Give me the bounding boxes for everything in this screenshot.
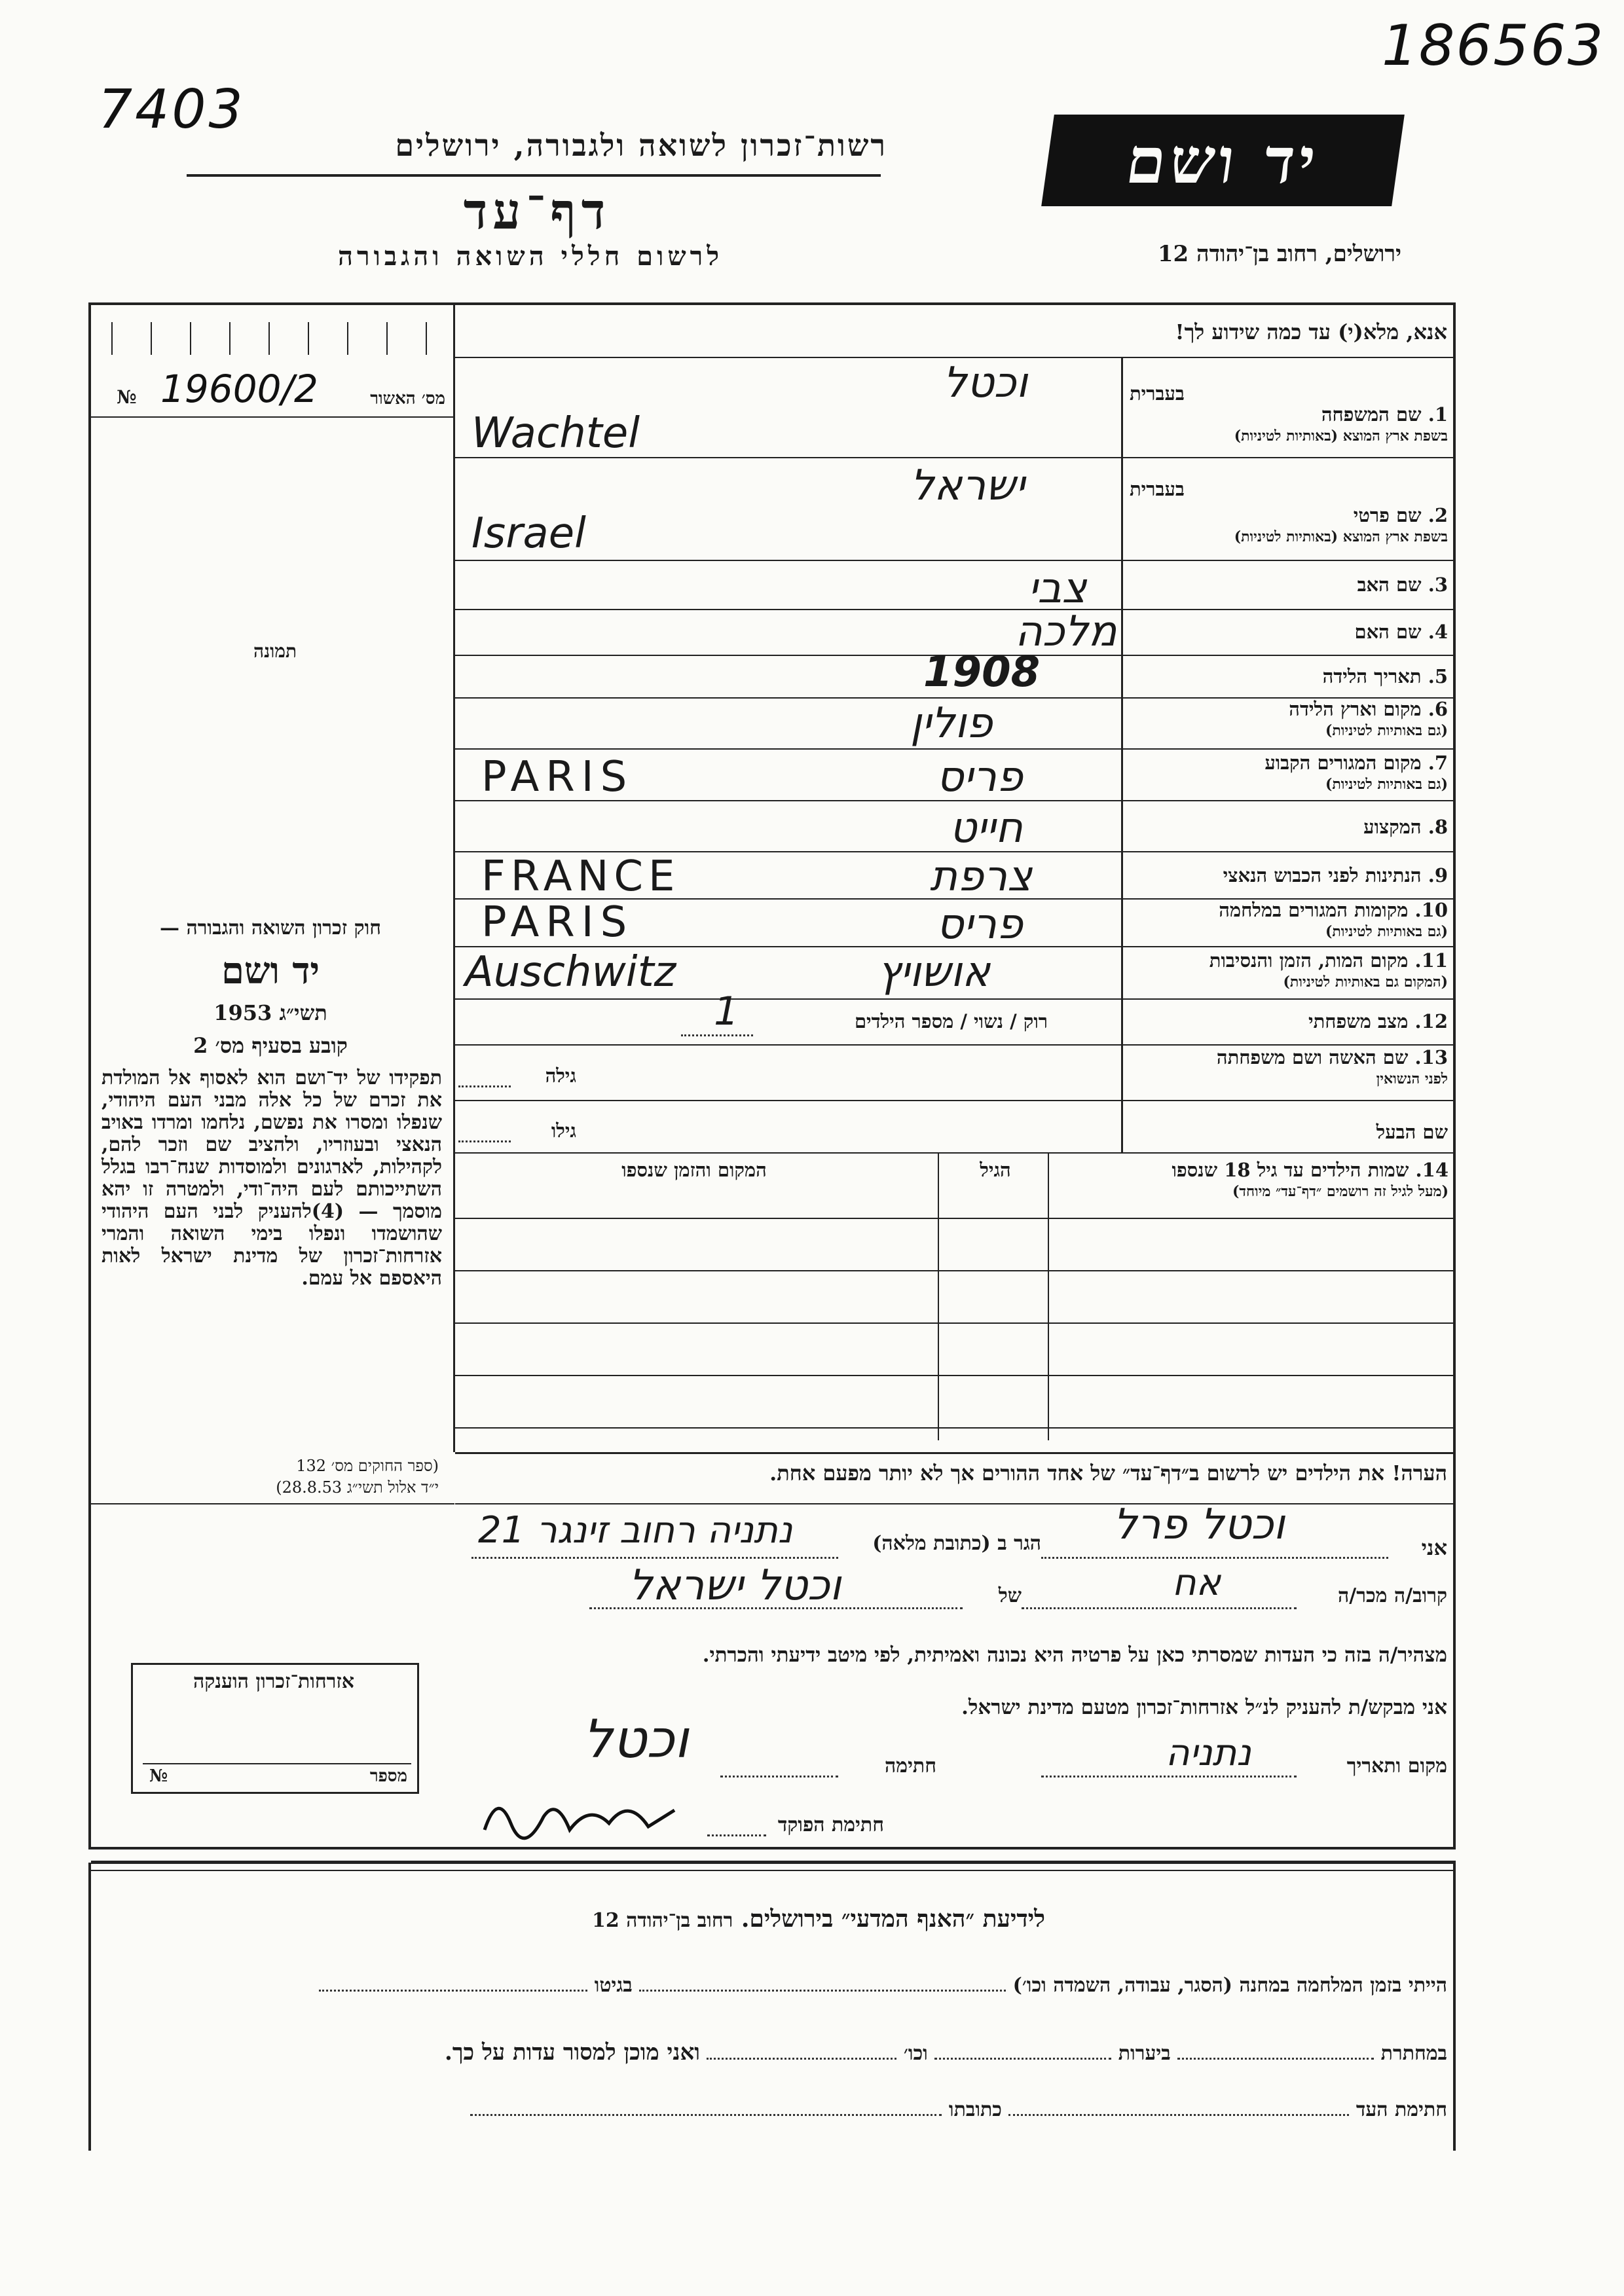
place-date-label: מקום ותאריך [1346, 1755, 1447, 1777]
field-4-label: 4. שם האם [1354, 621, 1448, 643]
field-11-hebrew-value: אושויץ [877, 948, 990, 996]
field-7-label: 7. מקום המגורים הקבוע (גם באותיות לטיניות) [1264, 752, 1448, 793]
children-place-col: המקום והזמן שנספו [621, 1159, 767, 1181]
field-1-label: 1. שם המשפחה בשפת ארץ המוצא (באותיות לטיניות) [1234, 403, 1448, 445]
field-3-value: צבי [1028, 564, 1087, 613]
sidebar-title: חוק זכרון השואה והגבורה — [160, 917, 381, 939]
relation-label: קרוב/ה מכר/ה [1338, 1584, 1447, 1607]
camp-type-hint: (הסגר, עבודה, השמדה וכו׳) [1012, 1974, 1232, 1997]
declarant-name: וכטל פרל [1113, 1501, 1285, 1549]
sidebar-ref-2: י״ד אלול תשי״ג 28.8.53) [276, 1478, 439, 1497]
approval-number: 19600/2 [160, 367, 318, 411]
field-5-value: 1908 [923, 648, 1041, 697]
sidebar-ref-1: (ספר החוקים מס׳ 132 [296, 1457, 439, 1475]
sidebar-body: תפקידו של יד־ושם הוא לאסוף אל המולדת את זכרם של כל אלה מבני העם היהודי, שנפלו ומסרו את נפשם, נלחמו ומרדו באויב הנאצי ובעוזריו, ולהציב שם וזכר להם, לקהילות, לארגונים ולמוסדות שנח־רבו בגלל השתייכותם לעם היה־ודי, ולמטרה זו יהא מוסמך — (4)להעניק לבני העם היהודי שהושמדו ונפלו בימי השואה והמרי אזרחות־זכרון של מדינת ישראל לאות היאספם אל עמם. [101, 1066, 442, 1290]
of-name: וכטל ישראל [629, 1561, 841, 1610]
bottom-line-1 [105, 1974, 1447, 1997]
signature-value: וכטל [583, 1709, 689, 1770]
address: ירושלים, רחוב בן־יהודה 12 [1157, 241, 1401, 267]
field-2-hebrew-value: ישראל [910, 462, 1025, 510]
yad-vashem-logo [1041, 115, 1405, 206]
residing-label: הגר ב (כתובת מלאה) [872, 1532, 1041, 1555]
field-10-label: 10. מקומות המגורים במלחמה (גם באותיות לטיניות) [1219, 899, 1448, 940]
relation-value: אח [1172, 1561, 1221, 1604]
husband-label: שם הבעל [1376, 1121, 1448, 1143]
request-text: אני מבקש/ת להעניק לנ״ל אזרחות־זכרון מטעם מדינת ישראל. [961, 1696, 1447, 1719]
field-2-hebrew-tag: בעברית [1130, 478, 1185, 500]
of-label: של [998, 1584, 1022, 1607]
field-13-label: 13. שם האשה ושם משפחתה לפני הנשואין [1216, 1046, 1448, 1087]
field-9-hebrew-value: צרפת [930, 852, 1033, 901]
note: הערה! את הילדים יש לרשום ב״דף־עד״ של אחד ההורים אך לא יותר מפעם אחת. [769, 1461, 1447, 1485]
instruction: אנא, מלא(י) עד כמה שידוע לך! [1175, 319, 1447, 344]
bottom-title [458, 1905, 1179, 1933]
field-1-latin-value: Wachtel [471, 409, 640, 458]
field-5-label: 5. תאריך הלידה [1322, 665, 1448, 687]
etc-label: וכו׳ [903, 2042, 928, 2065]
citizenship-box [131, 1663, 419, 1794]
field-4-value: מלכה [1015, 608, 1117, 656]
husband-age-label: גילו [551, 1120, 576, 1142]
underground-label: במחתרת [1380, 2042, 1447, 2065]
field-10-latin-value: PARIS [481, 898, 634, 947]
wife-age-label: גילה [545, 1065, 576, 1087]
archive-number-right: 186563 [1382, 13, 1605, 79]
approval-no-symbol: № [117, 386, 137, 408]
field-3-label: 3. שם האב [1357, 574, 1448, 596]
org-title: רשות־זכרון לשואה ולגבורה, ירושלים [395, 128, 887, 163]
field-9-latin-value: FRANCE [481, 852, 680, 901]
field-1-hebrew-value: וכטל [943, 359, 1028, 407]
field-14-label: 14. שמות הילדים עד גיל 18 שנספו (מעל לגיל זה רושמים ״דף־עד״ מיוחד) [1172, 1159, 1449, 1200]
bottom-line-3 [105, 2098, 1447, 2121]
bottom-address: רחוב בן־יהודה 12 [591, 1909, 733, 1932]
citizenship-title: אזרחות־זכרון הוענקה [193, 1670, 355, 1693]
field-8-value: חייט [950, 804, 1023, 852]
field-6-value: פולין [910, 699, 993, 748]
field-7-hebrew-value: פריס [936, 753, 1023, 801]
testify-label: ואני מוכן למסור עדות על כך. [445, 2039, 700, 2066]
sidebar-logo-text: יד ושם [221, 949, 320, 993]
children-age-col: הגיל [980, 1159, 1011, 1181]
field-11-label: 11. מקום המות, הזמן והנסיבות (המקום גם באותיות לטיניות) [1209, 949, 1448, 991]
ghetto-label: בגיטו [594, 1974, 633, 1997]
sidebar-year: תשי״ג 1953 [213, 1000, 327, 1025]
approval-label: מס׳ האשור [370, 389, 445, 409]
forests-label: ביערות [1118, 2042, 1171, 2065]
field-9-label: 9. הנתינות לפני הכבוש הנאצי [1223, 864, 1448, 886]
field-10-hebrew-value: פריס [936, 900, 1023, 949]
photo-label: תמונה [253, 640, 297, 662]
marital-status-options: רוק / נשוי / מספר הילדים [854, 1010, 1048, 1032]
form-title: דף־עד [463, 182, 611, 240]
witness-address-label: כתובתו [948, 2098, 1002, 2121]
logo-text: יד ושם [1121, 123, 1325, 198]
officer-signature-mark [478, 1784, 688, 1843]
field-1-hebrew-tag: בעברית [1130, 382, 1185, 405]
bottom-line-2 [105, 2039, 1447, 2066]
place-date-value: נתניה [1166, 1732, 1251, 1774]
archive-number-left: 7403 [98, 79, 246, 141]
citizenship-number-label: מספר [369, 1766, 407, 1786]
field-6-label: 6. מקום וארץ הלידה (גם באותיות לטיניות) [1289, 698, 1448, 739]
witness-signature-label: חתימת העד [1356, 2098, 1447, 2121]
declarant-address: נתניה רחוב זינגר 21 [478, 1509, 793, 1552]
citizenship-no-symbol: № [149, 1766, 168, 1786]
sidebar-section: קובע בסעיף מס׳ 2 [193, 1033, 348, 1058]
children-count: 1 [714, 989, 739, 1034]
approval-boxes [111, 316, 445, 355]
field-2-latin-value: Israel [471, 509, 586, 558]
officer-signature-scribble [478, 1784, 688, 1843]
camp-label: הייתי בזמן המלחמה במחנה [1239, 1974, 1447, 1997]
signature-label: חתימה [885, 1755, 936, 1777]
declarant-ani: אני [1421, 1535, 1447, 1560]
bottom-title-text: לידיעת ״האנף המדעי״ בירושלים. [741, 1905, 1045, 1933]
field-12-label: 12. מצב משפחתי [1308, 1010, 1448, 1032]
field-2-label: 2. שם פרטי בשפת ארץ המוצא (באותיות לטיניות) [1234, 504, 1448, 545]
declaration-text: מצהיר/ה בזה כי העדות שמסרתי כאן על פרטיה היא נכונה ואמיתית, לפי מיטב ידיעתי והכרתי. [702, 1643, 1447, 1667]
field-8-label: 8. המקצוע [1363, 816, 1448, 838]
form-subtitle: לרשום חללי השואה והגבורה [337, 241, 724, 272]
officer-signature-label: חתימת הפוקד [777, 1813, 884, 1836]
field-11-latin-value: Auschwitz [465, 948, 676, 996]
field-7-latin-value: PARIS [481, 753, 634, 801]
